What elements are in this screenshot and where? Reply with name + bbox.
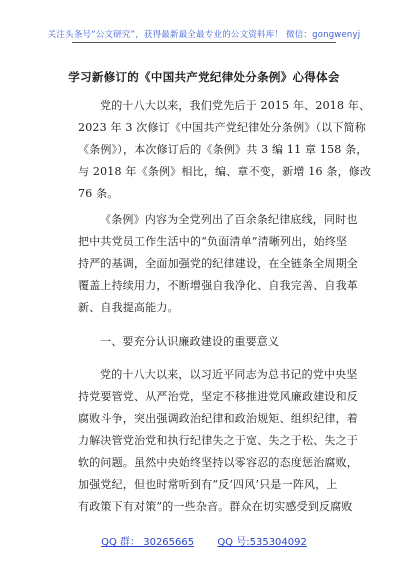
section-heading <box>78 331 330 353</box>
page-header <box>0 0 408 54</box>
section-heading-text: 一、要充分认识廉政建设的重要意义 <box>100 335 280 348</box>
paragraph-line: 76 条。 <box>78 187 119 200</box>
paragraph-line: 把中共党员工作生活中的“负面清单”清晰列出，始终坚 <box>78 235 348 248</box>
paragraph-line: 党的十八大以来，以习近平同志为总书记的党中央坚 <box>100 368 358 381</box>
paragraph-line: 力解决管党治党和执行纪律失之于宽、失之于松、失之于 <box>78 434 358 447</box>
paragraph-line: 党的十八大以来，我们党先后于 2015 年、2018 年、 <box>100 99 371 112</box>
paragraph-line: 《条例》），本次修订后的《条例》共 3 编 11 章 158 条， <box>78 143 368 156</box>
paragraph-line: 有政策下有对策”的一些杂音。群众在切实感受到反腐败 <box>78 500 353 513</box>
paragraph-line: 加强党纪，但也时常听到有“反‘四风’只是一阵风，上 <box>78 478 338 491</box>
paragraph-line: 持严的基调，全面加强党的纪律建设，在全链条全周期全 <box>78 257 358 270</box>
paragraph-line: 新、自我提高能力。 <box>78 301 179 314</box>
paragraph-line: 《条例》内容为全党列出了百余条纪律底线，同时也 <box>100 213 358 226</box>
paragraph-intro <box>78 95 372 205</box>
header-divider <box>72 42 336 43</box>
qq-number-link[interactable]: QQ 号:535304092 <box>217 537 307 548</box>
paragraph-regulations <box>78 209 358 319</box>
paragraph-significance <box>78 364 358 518</box>
paragraph-line: 2023 年 3 次修订《中国共产党纪律处分条例》（以下简称 <box>78 121 366 134</box>
paragraph-line: 腐败斗争，突出强调政治纪律和政治规矩、组织纪律，着 <box>78 412 358 425</box>
header-banner-text: 关注头条号“公文研究”，获得最新最全最专业的公文资料库！ 微信：gongwenyj <box>47 30 361 40</box>
document-title: 学习新修订的《中国共产党纪律处分条例》心得体会 <box>68 70 340 84</box>
paragraph-line: 与 2018 年《条例》相比，编、章不变，新增 16 条，修改 <box>78 165 372 178</box>
paragraph-line: 覆盖上持续用力，不断增强自我净化、自我完善、自我革 <box>78 279 358 292</box>
qq-group-link[interactable]: QQ 群： 30265665 <box>101 537 195 548</box>
page-footer <box>0 533 408 548</box>
paragraph-line: 持党要管党、从严治党，坚定不移推进党风廉政建设和反 <box>78 390 358 403</box>
paragraph-line: 软的问题。虽然中央始终坚持以零容忍的态度惩治腐败， <box>78 456 358 469</box>
